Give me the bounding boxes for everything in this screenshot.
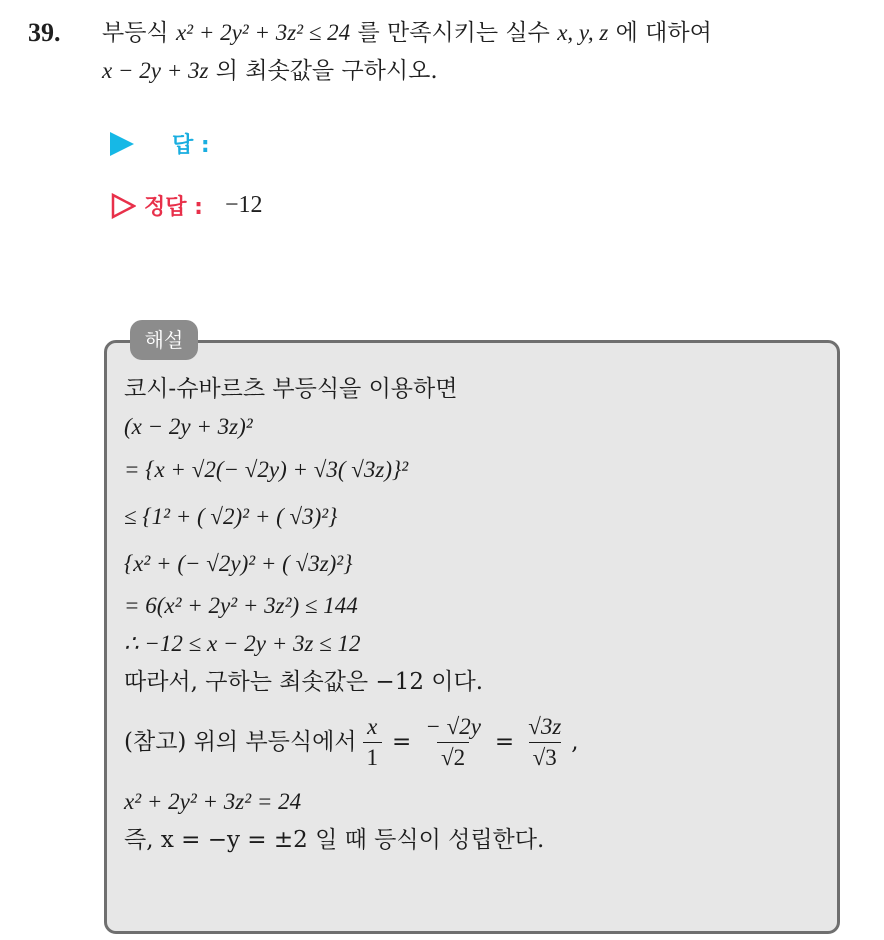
question-text	[102, 14, 868, 90]
note-prefix: (참고) 위의 부등식에서	[124, 729, 357, 755]
solution-line-5: {x² + (− √2y)² + ( √3z)²}	[124, 551, 353, 576]
fraction-2	[421, 712, 485, 773]
question-text-part4: 의 최솟값을 구하시오.	[215, 58, 438, 84]
equals-sign: =	[494, 729, 515, 755]
question-text-part2: 를 만족시키는 실수	[357, 20, 550, 46]
correct-answer-label: 정답 :	[144, 195, 203, 220]
solution-line-8: 따라서, 구하는 최솟값은 −12 이다.	[124, 669, 484, 695]
correct-answer-value: −12	[224, 192, 263, 218]
fraction-2-denominator: √2	[437, 742, 469, 773]
answer-label: 답 :	[172, 133, 210, 158]
equals-sign: =	[392, 729, 412, 755]
solution-tab: 해설	[130, 320, 198, 360]
fraction-1	[363, 712, 383, 773]
play-icon	[110, 132, 134, 156]
fraction-3-numerator: √3z	[528, 713, 562, 739]
solution-content	[124, 370, 824, 859]
solution-line-7: ∴ −12 ≤ x − 2y + 3z ≤ 12	[124, 631, 361, 656]
solution-line-after-2: 즉, x = −y = ±2 일 때 등식이 성립한다.	[124, 827, 545, 853]
solution-line-4: ≤ {1² + ( √2)² + ( √3)²}	[124, 504, 338, 529]
solution-line-6: = 6(x² + 2y² + 3z²) ≤ 144	[124, 593, 358, 618]
fraction-3	[524, 712, 565, 773]
question-variables: x, y, z	[557, 20, 609, 45]
fraction-2-numerator: − √2y	[425, 713, 481, 739]
solution-line-2: (x − 2y + 3z)²	[124, 414, 253, 439]
solution-line-3: = {x + √2(− √2y) + √3( √3z)}²	[124, 457, 409, 482]
question-block	[28, 14, 868, 90]
hollow-play-icon	[110, 193, 136, 219]
question-expression: x − 2y + 3z	[102, 58, 209, 83]
solution-line-1: 코시-슈바르츠 부등식을 이용하면	[124, 376, 458, 402]
fraction-1-numerator: x	[367, 713, 378, 739]
note-suffix: ,	[571, 729, 579, 755]
solution-note-line	[124, 701, 824, 783]
question-text-part1: 부등식	[102, 20, 169, 46]
question-inequality: x² + 2y² + 3z² ≤ 24	[175, 20, 351, 45]
answer-row	[110, 128, 210, 159]
question-text-part3: 에 대하여	[615, 20, 712, 46]
correct-answer-row	[110, 190, 263, 221]
question-number: 39.	[28, 18, 61, 47]
fraction-3-denominator: √3	[529, 742, 561, 773]
solution-line-after-1: x² + 2y² + 3z² = 24	[124, 789, 302, 814]
fraction-1-denominator: 1	[363, 742, 383, 773]
